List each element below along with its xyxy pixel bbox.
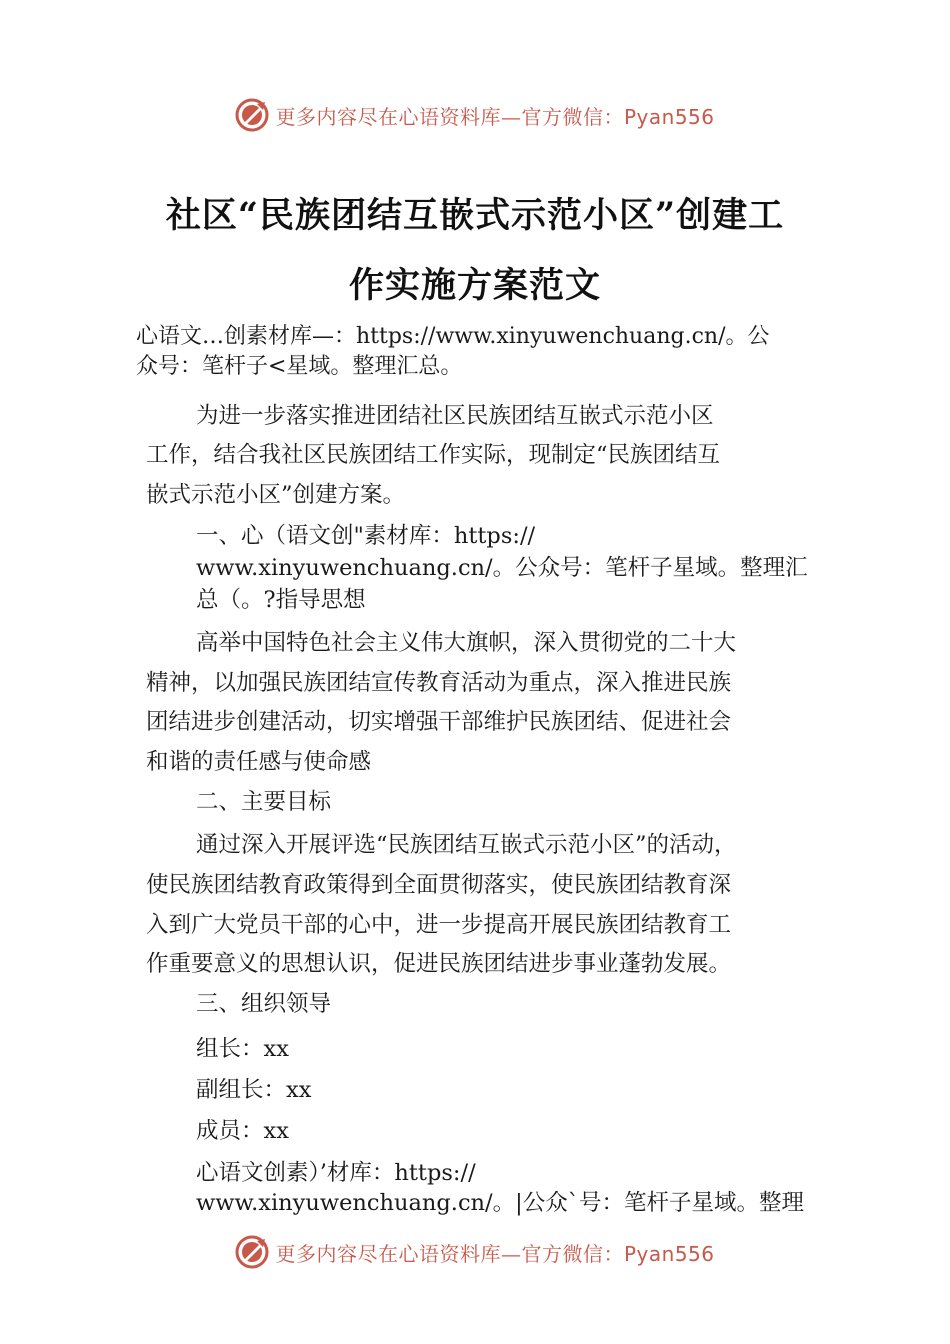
document-title-line-2: 作实施方案范文 — [348, 265, 601, 306]
members-line: 成员：xx — [196, 1118, 289, 1144]
header-banner — [0, 95, 950, 135]
document-title-line-1: 社区“民族团结互嵌式示范小区”创建工 — [165, 195, 785, 236]
para-2-line-1: 通过深入开展评选“民族团结互嵌式示范小区”的活动， — [196, 832, 737, 858]
section-1-line-3: 总（。?指导思想 — [196, 587, 366, 613]
intro-line-2: 工作，结合我社区民族团结工作实际，现制定“民族团结互 — [146, 442, 721, 468]
footer-note-line-2: www.xinyuwenchuang.cn/。|公众`号：笔杆子星域。整理 — [196, 1190, 804, 1216]
para-1-line-4: 和谐的责任感与使命感 — [146, 749, 372, 775]
source-note-line-2: 众号：笔杆子<星域。整理汇总。 — [136, 354, 463, 379]
para-2-line-4: 作重要意义的思想认识，促进民族团结进步事业蓬勃发展。 — [146, 951, 732, 977]
banner-text — [275, 1238, 714, 1267]
section-1-line-2: www.xinyuwenchuang.cn/。公众号：笔杆子星域。整理汇 — [196, 555, 808, 581]
banner-text — [275, 101, 714, 130]
source-note-line-1: 心语文…创素材库—：https://www.xinyuwenchuang.cn/。公 — [136, 324, 770, 349]
quill-pen-seal-icon — [235, 1235, 269, 1269]
para-2-line-2: 使民族团结教育政策得到全面贯彻落实，使民族团结教育深 — [146, 872, 732, 898]
para-1-line-1: 高举中国特色社会主义伟大旗帜，深入贯彻党的二十大 — [196, 630, 737, 656]
banner-wechat-id: Pyan556 — [623, 1241, 715, 1266]
banner-wechat-id: Pyan556 — [623, 104, 715, 129]
section-2-heading: 二、主要目标 — [196, 789, 332, 815]
para-1-line-3: 团结进步创建活动，切实增强干部维护民族团结、促进社会 — [146, 709, 732, 735]
section-3-heading: 三、组织领导 — [196, 991, 332, 1017]
para-1-line-2: 精神，以加强民族团结宣传教育活动为重点，深入推进民族 — [146, 670, 732, 696]
banner-message: 更多内容尽在心语资料库—官方微信： — [275, 104, 624, 129]
quill-pen-seal-icon — [235, 98, 269, 132]
leader-line: 组长：xx — [196, 1036, 289, 1062]
para-2-line-3: 入到广大党员干部的心中，进一步提高开展民族团结教育工 — [146, 912, 732, 938]
section-1-line-1: 一、心（语文创"素材库：https:// — [196, 523, 536, 549]
footer-note-line-1: 心语文创素）’材库：https:// — [196, 1160, 476, 1186]
intro-line-1: 为进一步落实推进团结社区民族团结互嵌式示范小区 — [196, 403, 714, 429]
banner-message: 更多内容尽在心语资料库—官方微信： — [275, 1241, 624, 1266]
footer-banner — [0, 1232, 950, 1272]
intro-line-3: 嵌式示范小区”创建方案。 — [146, 482, 406, 508]
deputy-leader-line: 副组长：xx — [196, 1077, 312, 1103]
